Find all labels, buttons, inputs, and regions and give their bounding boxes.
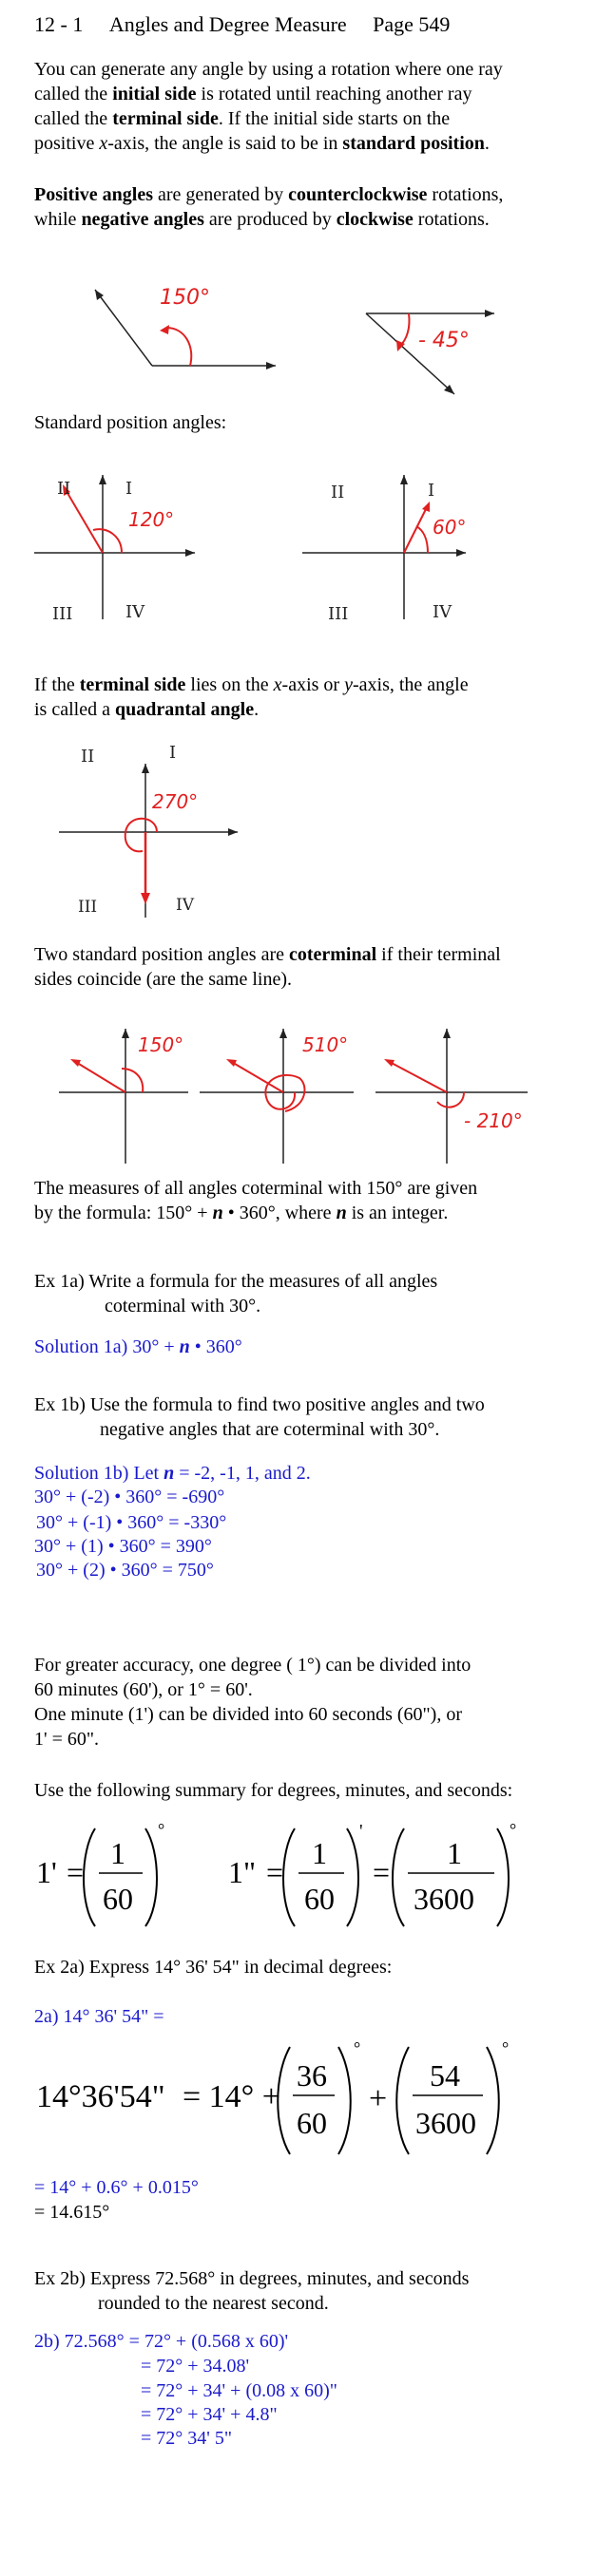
quadrant-label-3: III bbox=[78, 898, 98, 917]
example-1b-prompt: Ex 1b) Use the formula to find two positive angles and two bbox=[34, 1394, 485, 1415]
example-1a-prompt: Ex 1a) Write a formula for the measures of all angles bbox=[34, 1271, 438, 1292]
second-symbol: 1" bbox=[228, 1855, 257, 1889]
solution-2a-step: = 14° + 0.6° + 0.015° bbox=[34, 2177, 199, 2198]
header bbox=[34, 11, 450, 37]
minute-exponent: ' bbox=[359, 1821, 363, 1842]
equals-degrees: = 14° + bbox=[183, 2079, 280, 2114]
quadrant-label-4: IV bbox=[176, 896, 194, 915]
text-line: 60 minutes (60'), or 1° = 60'. bbox=[34, 1679, 253, 1700]
angle-label-neg45: - 45° bbox=[418, 329, 470, 352]
example-2b-prompt-cont: rounded to the nearest second. bbox=[98, 2293, 329, 2314]
example-2b-prompt: Ex 2b) Express 72.568° in degrees, minutes, and seconds bbox=[34, 2268, 470, 2289]
fraction-numerator: 1 bbox=[110, 1836, 125, 1870]
coterminal-angles-figure bbox=[0, 1021, 616, 1164]
section-number: 12 - 1 bbox=[34, 12, 84, 36]
text-line: is called a quadrantal angle. bbox=[34, 699, 260, 720]
text-line: Positive angles are generated by counterclockwise rotations, bbox=[34, 184, 504, 205]
degree-exponent: ° bbox=[510, 1820, 517, 1839]
text-line: Two standard position angles are coterminal if their terminal bbox=[34, 944, 501, 965]
solution-2b-step: = 72° + 34' + (0.08 x 60)" bbox=[141, 2380, 337, 2401]
angle-label-510: 510° bbox=[302, 1033, 349, 1056]
text-line: sides coincide (are the same line). bbox=[34, 969, 292, 990]
solution-1b-line: 30° + (2) • 360° = 750° bbox=[36, 1560, 214, 1581]
angle-label-270: 270° bbox=[152, 790, 199, 813]
text-line: For greater accuracy, one degree ( 1°) can be divided into bbox=[34, 1655, 472, 1676]
quadrant-label-1: I bbox=[169, 743, 177, 763]
quadrant-label-2: II bbox=[57, 479, 71, 499]
solution-2b-line: 2b) 72.568° = 72° + (0.568 x 60)' bbox=[34, 2331, 289, 2352]
svg-text:°: ° bbox=[354, 2038, 361, 2057]
coterminal-150-diagram bbox=[59, 1029, 188, 1164]
coterminal-510-diagram bbox=[200, 1029, 354, 1164]
quadrant-label-2: II bbox=[81, 747, 95, 767]
svg-text:=: = bbox=[373, 1855, 391, 1889]
fraction-denominator: 60 bbox=[103, 1882, 133, 1916]
solution-1b-line: 30° + (-2) • 360° = -690° bbox=[34, 1487, 225, 1507]
solution-2b-step: = 72° + 34' + 4.8" bbox=[141, 2404, 278, 2425]
text-line: The measures of all angles coterminal with 150° are given bbox=[34, 1178, 478, 1199]
quadrant-label-3: III bbox=[328, 604, 349, 624]
minute-symbol: 1' bbox=[36, 1855, 57, 1889]
solution-2b-step: = 72° + 34.08' bbox=[141, 2356, 250, 2377]
svg-text:=: = bbox=[266, 1855, 284, 1889]
degree-exponent: ° bbox=[158, 1820, 165, 1839]
plus-sign: + bbox=[369, 2081, 388, 2116]
negative-angle-diagram bbox=[366, 310, 494, 394]
coterminal-neg210-diagram bbox=[375, 1029, 528, 1164]
angle-60-diagram bbox=[302, 475, 466, 624]
example-1a-prompt-cont: coterminal with 30°. bbox=[105, 1296, 261, 1316]
text-line: positive x-axis, the angle is said to be in standard position. bbox=[34, 133, 490, 154]
positive-angle-diagram bbox=[95, 286, 276, 369]
solution-1b-line: 30° + (-1) • 360° = -330° bbox=[36, 1512, 227, 1533]
angle-label-150: 150° bbox=[160, 286, 210, 310]
quadrant-label-4: IV bbox=[125, 602, 145, 622]
angle-label-150: 150° bbox=[138, 1033, 184, 1056]
solution-2b-step: = 72° 34' 5" bbox=[141, 2428, 233, 2449]
angle-label-120: 120° bbox=[128, 508, 175, 531]
angle-label-60: 60° bbox=[433, 516, 467, 539]
quadrant-label-1: I bbox=[125, 479, 133, 499]
summary-equations bbox=[0, 1814, 616, 1928]
fraction-numerator: 54 bbox=[430, 2058, 460, 2093]
quadrantal-angle-figure bbox=[0, 737, 616, 918]
solution-2a-result: = 14.615° bbox=[34, 2202, 110, 2223]
quadrant-label-4: IV bbox=[433, 602, 452, 622]
summary-heading: Use the following summary for degrees, minutes, and seconds: bbox=[34, 1780, 513, 1801]
solution-2a-equation bbox=[0, 2033, 616, 2156]
quadrant-label-2: II bbox=[331, 483, 345, 502]
fraction-numerator: 1 bbox=[447, 1836, 462, 1870]
fraction-denominator: 3600 bbox=[414, 1882, 474, 1916]
page-title: Angles and Degree Measure bbox=[108, 12, 347, 36]
example-1b-prompt-cont: negative angles that are coterminal with 30°. bbox=[100, 1419, 440, 1440]
fraction-denominator: 3600 bbox=[415, 2106, 476, 2140]
fraction-numerator: 36 bbox=[297, 2058, 327, 2093]
quadrant-label-1: I bbox=[428, 481, 435, 501]
text-line: One minute (1') can be divided into 60 seconds (60"), or bbox=[34, 1704, 462, 1725]
fraction-denominator: 60 bbox=[297, 2106, 327, 2140]
example-2a-prompt: Ex 2a) Express 14° 36' 54" in decimal degrees: bbox=[34, 1957, 393, 1978]
text-line: by the formula: 150° + n • 360°, where n is an integer. bbox=[34, 1203, 449, 1223]
standard-position-figure bbox=[0, 467, 616, 638]
angle-label-neg210: - 210° bbox=[464, 1109, 523, 1132]
text-line: If the terminal side lies on the x-axis or y-axis, the angle bbox=[34, 674, 469, 695]
angle-rotation-figure bbox=[0, 275, 616, 427]
solution-2a-label: 2a) 14° 36' 54" = bbox=[34, 2006, 164, 2027]
solution-1b-line: 30° + (1) • 360° = 390° bbox=[34, 1536, 212, 1557]
fraction-denominator: 60 bbox=[304, 1882, 335, 1916]
solution-1a: Solution 1a) 30° + n • 360° bbox=[34, 1336, 242, 1357]
fraction-numerator: 1 bbox=[312, 1836, 327, 1870]
angle-120-diagram bbox=[34, 475, 195, 624]
standard-position-heading: Standard position angles: bbox=[34, 412, 227, 433]
text-line: called the initial side is rotated until reaching another ray bbox=[34, 84, 472, 104]
page-number: Page 549 bbox=[373, 12, 451, 36]
text-line: called the terminal side. If the initial side starts on the bbox=[34, 108, 451, 129]
text-line: while negative angles are produced by clockwise rotations. bbox=[34, 209, 490, 230]
quadrant-label-3: III bbox=[52, 604, 73, 624]
dms-value: 14°36'54" bbox=[36, 2079, 165, 2114]
svg-text:=: = bbox=[67, 1855, 85, 1889]
text-line: You can generate any angle by using a rotation where one ray bbox=[34, 59, 503, 80]
degree-exponent: ° bbox=[502, 2038, 510, 2057]
solution-1b-intro: Solution 1b) Let n = -2, -1, 1, and 2. bbox=[34, 1463, 311, 1484]
text-line: 1' = 60". bbox=[34, 1729, 100, 1750]
